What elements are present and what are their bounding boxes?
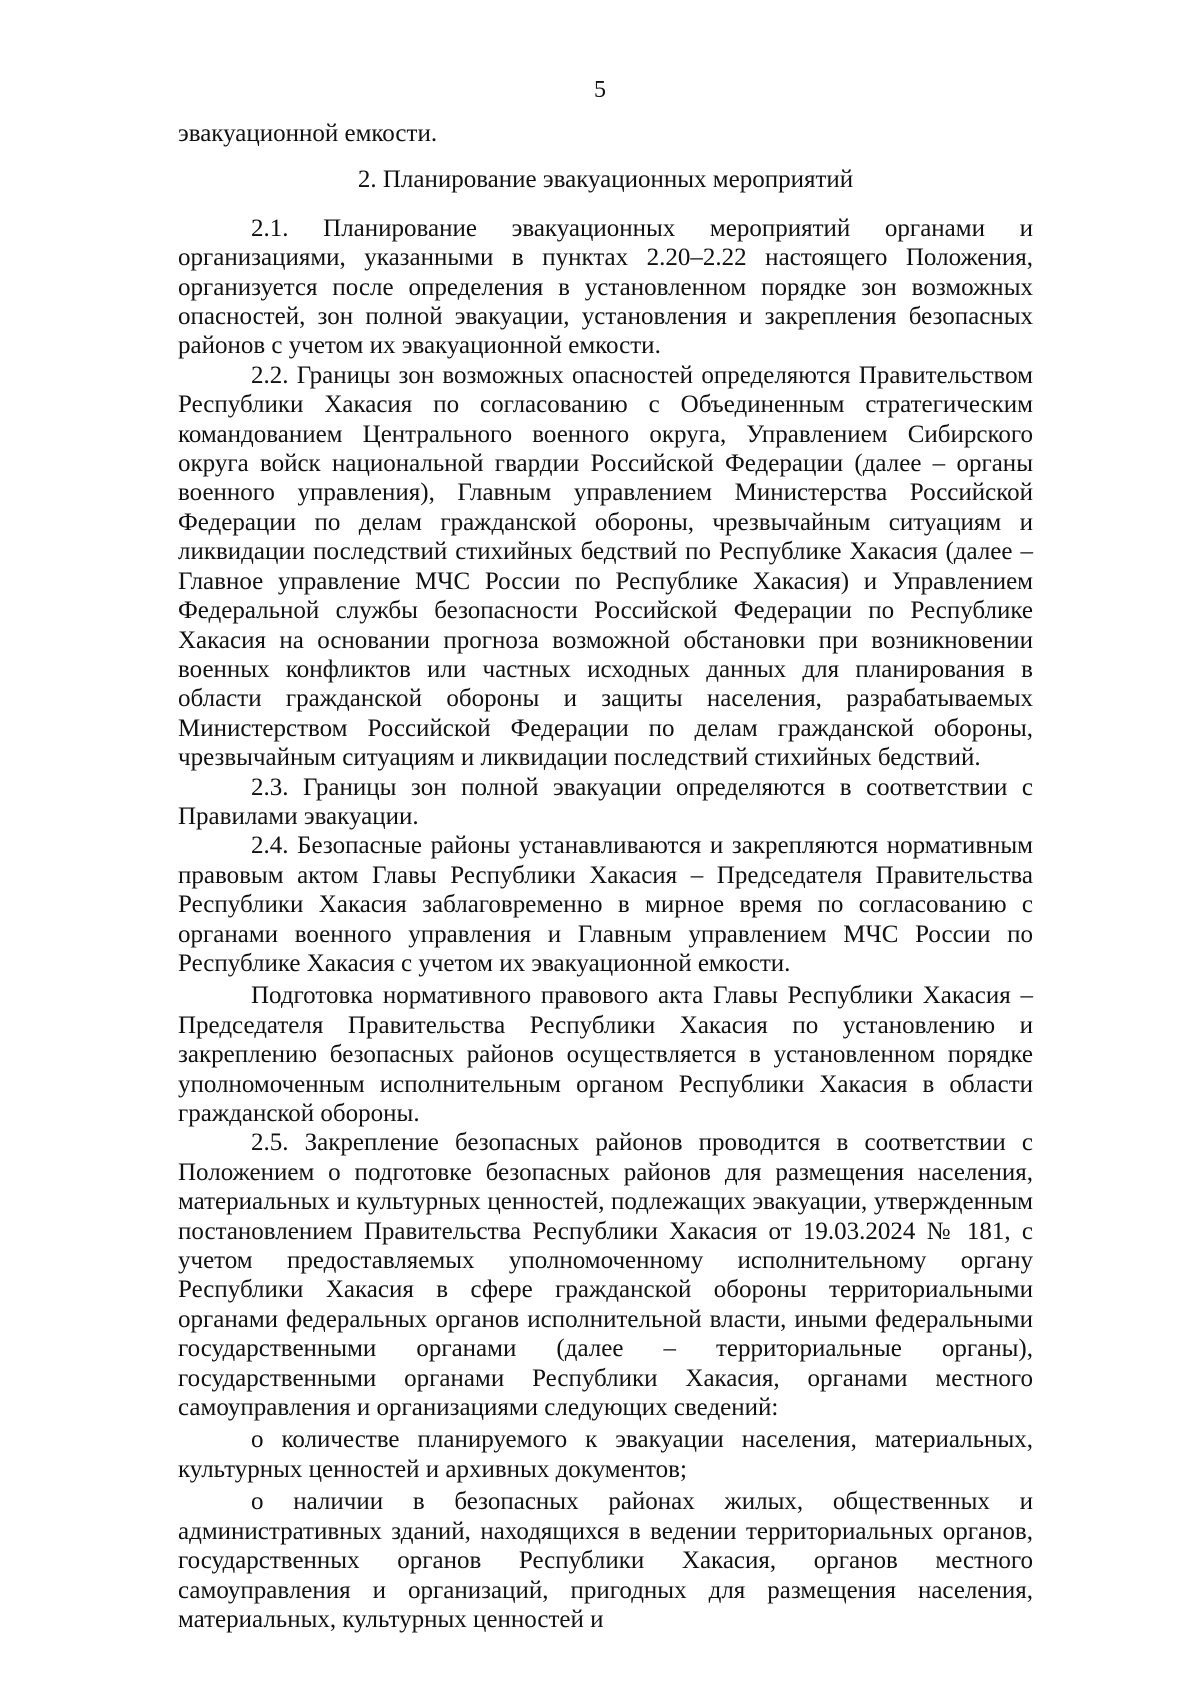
- page-number: 5: [594, 77, 606, 103]
- continuation-text: эвакуационной емкости.: [178, 120, 438, 147]
- paragraph-2-1: 2.1. Планирование эвакуационных мероприятий органами и организациями, указанными в пунктах 2.20–2.22 настоящего Положения, организуется после определения в установленном порядке зон возможных опасностей, зон полной эвакуации, установления и закрепления безопасных районов с учетом их эвакуационной емкости.: [178, 214, 1033, 360]
- paragraph-2-3: 2.3. Границы зон полной эвакуации определяются в соответствии с Правилами эвакуации.: [178, 773, 1033, 830]
- list-item-quantity: о количестве планируемого к эвакуации населения, материальных, культурных ценностей и архивных документов;: [178, 1426, 1033, 1483]
- section-heading: 2. Планирование эвакуационных мероприятий: [357, 166, 854, 194]
- paragraph-2-2: 2.2. Границы зон возможных опасностей определяются Правительством Республики Хакасия по согласованию с Объединенным стратегическим командованием Центрального военного округа, Управлением Сибирского округа войск национальной гвардии Российской Федерации (далее – органы военного управления), Главным управлением Министерства Российской Федерации по делам гражданской обороны, чрезвычайным ситуациям и ликвидации последствий стихийных бедствий по Республике Хакасия (далее – Главное управление МЧС России по Республике Хакасия) и Управлением Федеральной службы безопасности Российской Федерации по Республике Хакасия на основании прогноза возможной обстановки при возникновении военных конфликтов или частных исходных данных для планирования в области гражданской обороны и защиты населения, разрабатываемых Министерством Российской Федерации по делам гражданской обороны, чрезвычайным ситуациям и ликвидации последствий стихийных бедствий.: [178, 361, 1033, 772]
- document-body: [178, 119, 1033, 1634]
- list-item-buildings: о наличии в безопасных районах жилых, общественных и административных зданий, находящихся в ведении территориальных органов, государственных органов Республики Хакасия, органов местного самоуправления и организаций, пригодных для размещения населения, материальных, культурных ценностей и: [178, 1488, 1033, 1633]
- paragraph-2-4: 2.4. Безопасные районы устанавливаются и закрепляются нормативным правовым актом Главы Республики Хакасия – Председателя Правительства Республики Хакасия заблаговременно в мирное время по согласованию с органами военного управления и Главным управлением МЧС России по Республике Хакасия с учетом их эвакуационной емкости.: [178, 832, 1033, 977]
- paragraph-2-5: 2.5. Закрепление безопасных районов проводится в соответствии с Положением о подготовке безопасных районов для размещения населения, материальных и культурных ценностей, подлежащих эвакуации, утвержденным постановлением Правительства Республики Хакасия от 19.03.2024 № 181, с учетом предоставляемых уполномоченному исполнительному органу Республики Хакасия в сфере гражданской обороны территориальными органами федеральных органов исполнительной власти, иными федеральными государственными органами (далее – территориальные органы), государственными органами Республики Хакасия, органами местного самоуправления и организациями следующих сведений:: [178, 1129, 1033, 1422]
- paragraph-2-4-preparation: Подготовка нормативного правового акта Главы Республики Хакасия – Председателя Правительства Республики Хакасия по установлению и закреплению безопасных районов осуществляется в установленном порядке уполномоченным исполнительным органом Республики Хакасия в области гражданской обороны.: [178, 982, 1033, 1127]
